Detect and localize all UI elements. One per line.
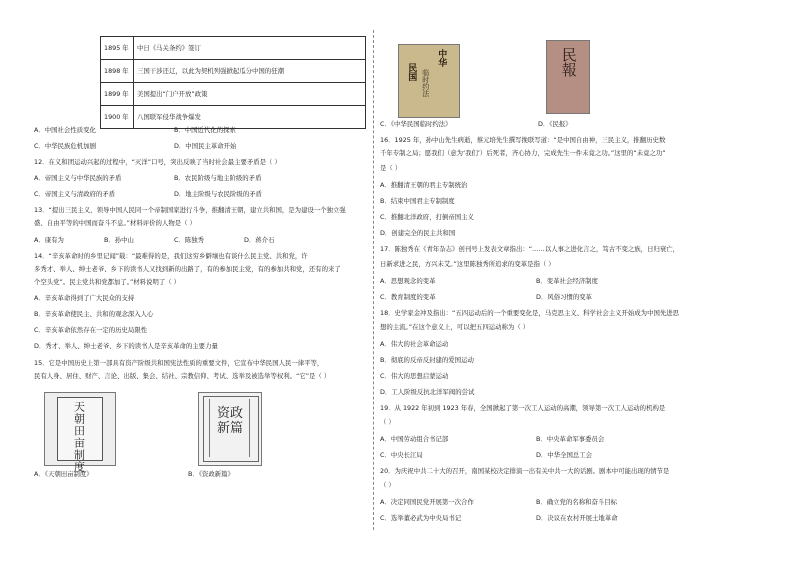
q16-stem-line3: 是（ ）: [380, 164, 402, 172]
q13-stem-line1: 13．“提出三民主义，领导中国人民同一个帝制国家进行斗争，推翻清王朝，建立共和国，是为建设一个独立强: [34, 206, 346, 214]
q15-option-c[interactable]: C．《中华民国临时约法》: [380, 120, 452, 128]
q16-stem-line1: 16．1925 年，孙中山先生病逝，蔡元培先生撰写挽联写道：“是中国自由神，三民主义，推翻历史数: [380, 136, 666, 144]
q17-option-c[interactable]: C．教育制度的变革: [380, 293, 436, 301]
q18-option-a[interactable]: A．伟大的社会革命运动: [380, 340, 449, 348]
q19-option-b[interactable]: B．中央革命军事委员会: [536, 435, 605, 443]
events-table: [100, 36, 366, 129]
q12-option-a[interactable]: A．帝国主义与中华民族的矛盾: [34, 174, 122, 182]
q15-stem-line1: 15．它是中国历史上第一部具有资产阶级共和国宪法性质的重要文件，它宣布中华民国人民一律平等，: [34, 359, 324, 367]
q18-option-d[interactable]: D．工人阶级反抗北洋军阀的尝试: [380, 388, 475, 396]
q20-option-c[interactable]: C．选举董必武为中央局书记: [380, 514, 462, 522]
q14-stem-line2: 多秀才、举人、绅士老爷、乡下的读书人又找到新的出路了，有的参加民主党，有的参加共和党，还有的来了: [34, 265, 341, 273]
q11-option-d[interactable]: D．中国民主革命开始: [174, 142, 237, 150]
q14-option-a[interactable]: A．辛亥革命得到了广大民众的支持: [34, 294, 135, 302]
q14-stem-line3: 个空头党”。民主党共和党都加了。”材料说明了（ ）: [34, 278, 181, 286]
q16-option-a[interactable]: A．推翻清王朝的君主专制统治: [380, 181, 468, 189]
table-row: [101, 83, 366, 106]
q17-option-b[interactable]: B．变革社会经济制度: [536, 277, 598, 285]
image-c-title-col2: 民国: [406, 63, 417, 81]
image-a-title: 天朝田亩制度: [72, 401, 86, 473]
table-cell-year: 1900 年: [101, 106, 134, 129]
q19-stem-line2: （ ）: [380, 418, 395, 426]
q13-option-a[interactable]: A．康有为: [34, 236, 64, 244]
q19-stem-line1: 19．从 1922 年初到 1923 年春，全国掀起了第一次工人运动的高潮，领导第一次工人运动的机构是: [380, 404, 666, 412]
q13-option-d[interactable]: D．蒋介石: [244, 236, 275, 244]
q17-stem-line2: 日新求进之民，方兴未艾。”这里陈独秀所追求的变革是指（ ）: [380, 260, 555, 268]
q14-option-b[interactable]: B．辛亥革命使民主、共和的观念深入人心: [34, 310, 154, 318]
q17-stem-line1: 17．陈独秀在《青年杂志》创刊号上发表文章指出：“……以人事之进化言之，笃古不变之族，日归衰亡，: [380, 245, 680, 253]
q16-option-b[interactable]: B．结束中国君主专制制度: [380, 197, 455, 205]
q12-option-b[interactable]: B．农民阶级与地主阶级的矛盾: [174, 174, 262, 182]
q20-option-a[interactable]: A．决定同国民党开展第一次合作: [380, 498, 474, 506]
q12-stem: 12．在义和团运动兴起的过程中，“灭洋”口号，突出反映了当时社会最主要矛盾是（ ）: [34, 158, 281, 166]
table-cell-event: 三国干涉还辽，以此为契机列强掀起瓜分中国的狂潮: [134, 60, 366, 83]
table-cell-event: 美国提出“门户开放”政策: [134, 83, 366, 106]
image-c-title-col1: 中华: [436, 49, 447, 67]
tianchao-tianmu-zhidu-image: [44, 392, 116, 473]
q20-stem-line1: 20．为庆祝中共二十大的召开，南国某校决定排演一出有关中共一大的话剧。剧本中可能出现的情节是: [380, 467, 670, 475]
q16-option-d[interactable]: D．创建完全的民主共和国: [380, 229, 456, 237]
q12-option-c[interactable]: C．帝国主义与清政府的矛盾: [34, 190, 116, 198]
q20-option-b[interactable]: B．确立党的名称和奋斗目标: [536, 498, 618, 506]
table-row: [101, 60, 366, 83]
table-cell-year: 1899 年: [101, 83, 134, 106]
q12-option-d[interactable]: D．地主阶级与农民阶级的矛盾: [174, 190, 262, 198]
q18-stem-line1: 18．史学家金冲及指出：“五四运动后的一个重要变化是，马克思主义、科学社会主义开始成为中国先进思: [380, 309, 680, 317]
image-b-title: 资政新篇: [216, 406, 243, 436]
image-d-title: 民報: [559, 47, 578, 77]
q11-option-b[interactable]: B．中国近代化的探索: [174, 126, 236, 134]
table-cell-year: 1898 年: [101, 60, 134, 83]
q18-option-b[interactable]: B．彻底的反帝反封建的爱国运动: [380, 356, 474, 364]
q19-option-c[interactable]: C．中央长江局: [380, 451, 423, 459]
q15-option-b[interactable]: B．《资政新篇》: [188, 470, 234, 478]
q20-option-d[interactable]: D．决议在农村开展土地革命: [536, 514, 618, 522]
q11-option-c[interactable]: C．中华民族危机加剧: [34, 142, 96, 150]
q18-stem-line2: 想的主流。”在这个意义上，可以把五四运动称为（ ）: [380, 323, 530, 331]
q14-option-d[interactable]: D．秀才、举人、绅士老爷、乡下的读书人是辛亥革命的主要力量: [34, 342, 218, 350]
table-cell-event: 八国联军侵华战争爆发: [134, 106, 366, 129]
q17-option-a[interactable]: A．思想观念的变革: [380, 277, 436, 285]
q15-stem-line2: 民有人身、居住、财产、言论、出版、集会、结社、宗教信仰、考试、选举及被选举等权利。“它”是（ ）: [34, 372, 331, 380]
table-cell-year: 1895 年: [101, 37, 134, 60]
q19-option-a[interactable]: A．中国劳动组合书记部: [380, 435, 449, 443]
linshi-yuefa-image: [398, 44, 460, 118]
q19-option-d[interactable]: D．中华全国总工会: [536, 451, 593, 459]
minbao-image: [546, 40, 590, 114]
q13-option-c[interactable]: C．陈独秀: [174, 236, 205, 244]
q14-option-c[interactable]: C．辛亥革命依然存在一定的历史局限性: [34, 326, 148, 334]
q16-stem-line2: 千年专制之局；愿我们（意为‘我们’）后死者，齐心协力，完成先生一件未竟之功。”这里的“未竟之功”: [380, 149, 666, 157]
image-c-title-col3: 临时约法: [421, 69, 430, 97]
column-divider: [373, 30, 374, 530]
q15-option-a[interactable]: A．《天朝田亩制度》: [34, 470, 93, 478]
q20-stem-line2: （ ）: [380, 481, 395, 489]
table-cell-event: 中日《马关条约》签订: [134, 37, 366, 60]
q14-stem-line1: 14．“辛亥革命时的乡里记闻”载：“最难得的是，我们这穷乡僻壤也有谈什么民主党、共和党，许: [34, 252, 308, 260]
q13-stem-line2: 盛、自由平等的中国而奋斗不息。”材料评价的人物是（ ）: [34, 219, 196, 227]
q13-option-b[interactable]: B．孙中山: [104, 236, 134, 244]
q16-option-c[interactable]: C．推翻北洋政府，打倒帝国主义: [380, 213, 474, 221]
zizheng-xinpian-image: [198, 392, 262, 466]
q15-option-d[interactable]: D．《民报》: [538, 120, 572, 128]
q17-option-d[interactable]: D．风俗习惯的变革: [536, 293, 593, 301]
table-row: [101, 37, 366, 60]
q18-option-c[interactable]: C．伟大的思想启蒙运动: [380, 372, 449, 380]
q11-option-a[interactable]: A．中国社会性质变化: [34, 126, 96, 134]
